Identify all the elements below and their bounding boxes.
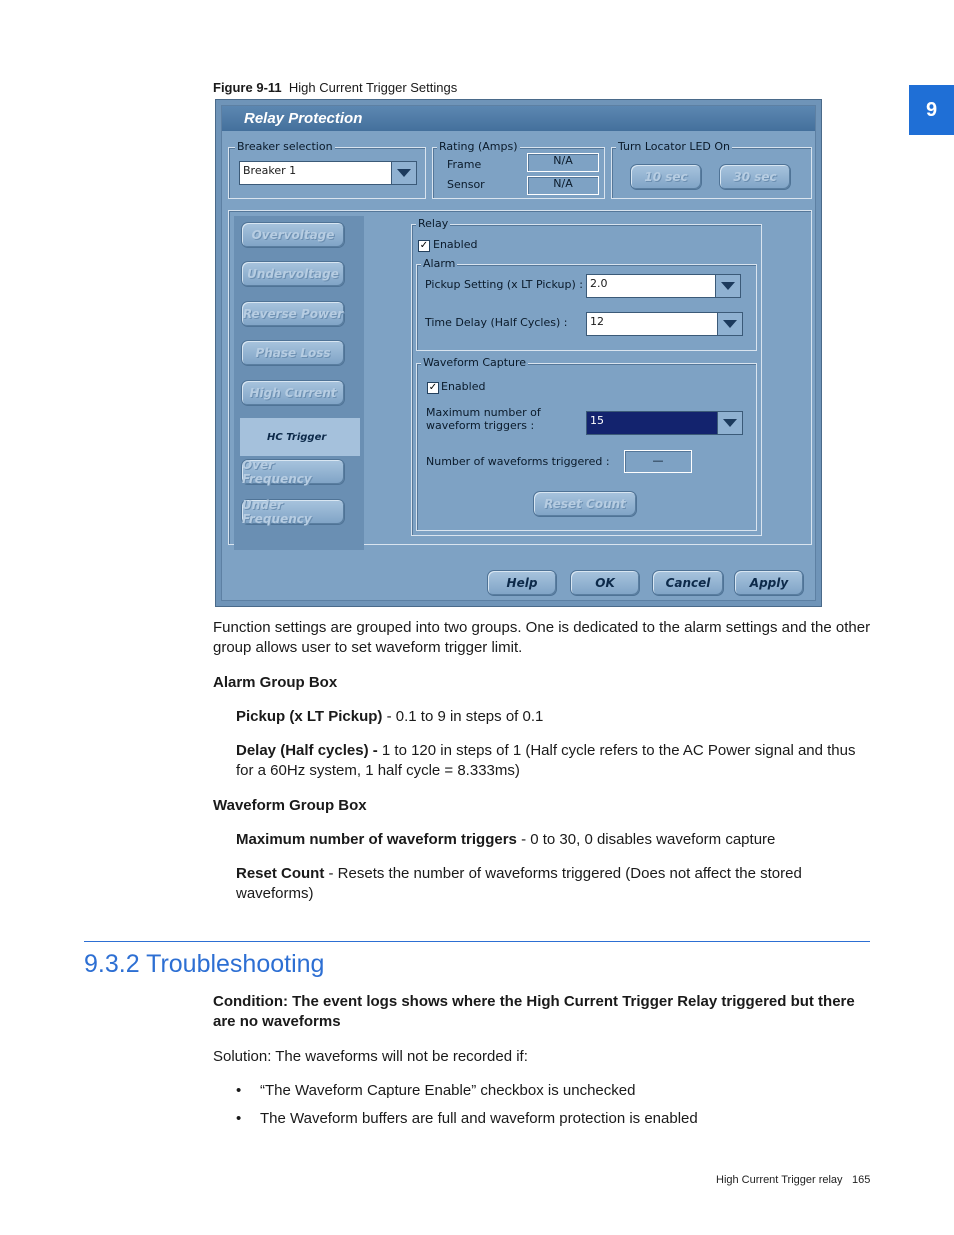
alarm-group (416, 257, 757, 351)
breaker-select[interactable] (239, 161, 417, 185)
reset-count-description (236, 864, 870, 904)
under-frequency-button[interactable]: Under Frequency (241, 499, 345, 525)
time-delay-select[interactable] (586, 312, 743, 336)
overvoltage-button[interactable]: Overvoltage (241, 222, 345, 248)
reverse-power-button[interactable]: Reverse Power (241, 301, 345, 327)
time-delay-value: 12 (590, 315, 604, 328)
hc-trigger-tab[interactable]: HC Trigger (240, 418, 360, 456)
apply-button[interactable]: Apply (734, 570, 804, 596)
section-title: 9.3.2 Troubleshooting (84, 950, 325, 978)
ok-button[interactable]: OK (570, 570, 640, 596)
figure-caption (213, 80, 457, 95)
delay-description (236, 741, 870, 781)
intro-paragraph: Function settings are grouped into two groups. One is dedicated to the alarm settings and the other group allows user to set waveform trigger limit. (213, 619, 871, 656)
footer-title: High Current Trigger relay (716, 1174, 843, 1186)
locator-led-group (611, 140, 812, 199)
chapter-tab: 9 (909, 85, 954, 135)
relay-enabled-checkbox[interactable]: ✓ (419, 240, 429, 251)
breaker-selection-label: Breaker selection (237, 140, 333, 153)
max-triggers-label-2: waveform triggers : (426, 419, 535, 432)
solution-text: Solution: The waveforms will not be recorded if: (213, 1048, 528, 1065)
delay-term: Delay (Half cycles) - (236, 742, 382, 759)
pickup-setting-select[interactable] (586, 274, 741, 298)
waveform-group-heading: Waveform Group Box (213, 797, 367, 814)
chevron-down-icon[interactable] (717, 412, 742, 434)
relay-group-label: Relay (418, 217, 449, 230)
waveform-enabled-checkbox[interactable]: ✓ (428, 382, 438, 393)
section-divider (84, 941, 870, 942)
cancel-button[interactable]: Cancel (652, 570, 724, 596)
reset-count-button[interactable]: Reset Count (533, 491, 637, 517)
relay-group (411, 217, 762, 536)
phase-loss-button[interactable]: Phase Loss (241, 340, 345, 366)
relay-enabled-label: Enabled (433, 238, 478, 251)
time-delay-label: Time Delay (Half Cycles) : (425, 316, 568, 329)
dialog-body (221, 105, 816, 601)
condition-text: Condition: The event logs shows where the High Current Trigger Relay triggered but there are no waveforms (213, 993, 855, 1030)
alarm-group-heading: Alarm Group Box (213, 674, 338, 691)
alarm-group-label: Alarm (423, 257, 456, 270)
waveforms-triggered-label: Number of waveforms triggered : (426, 455, 610, 468)
bullet-item: The Waveform buffers are full and waveform protection is enabled (260, 1110, 698, 1127)
max-triggers-description (236, 830, 870, 850)
max-triggers-select[interactable] (586, 411, 743, 435)
pickup-term: Pickup (x LT Pickup) (236, 708, 383, 725)
breaker-select-value: Breaker 1 (243, 164, 297, 177)
max-triggers-label-1: Maximum number of (426, 406, 541, 419)
reset-count-term: Reset Count (236, 865, 325, 882)
figure-title: High Current Trigger Settings (288, 80, 458, 95)
chevron-down-icon[interactable] (715, 275, 740, 297)
page-number: 165 (852, 1174, 871, 1186)
chevron-down-icon[interactable] (391, 162, 416, 184)
rating-group (432, 140, 605, 199)
rating-label: Rating (Amps) (439, 140, 518, 153)
sensor-value: N/A (527, 176, 599, 195)
chevron-down-icon[interactable] (717, 313, 742, 335)
bullet-marker: • (236, 1110, 242, 1127)
relay-protection-dialog (215, 99, 822, 607)
bullet-item: “The Waveform Capture Enable” checkbox is unchecked (260, 1082, 636, 1099)
waveforms-triggered-value: — (624, 450, 692, 473)
frame-label: Frame (447, 158, 482, 171)
help-button[interactable]: Help (487, 570, 557, 596)
waveform-capture-label: Waveform Capture (423, 356, 527, 369)
dialog-title: Relay Protection (222, 106, 815, 131)
delay-desc: 1 to 120 in steps of 1 (Half cycle refers to the AC Power signal and thus for a 60Hz system, 1 half cycle = 8.333ms) (236, 742, 856, 779)
figure-label: Figure 9-11 (213, 80, 282, 95)
undervoltage-button[interactable]: Undervoltage (241, 261, 345, 287)
sensor-label: Sensor (447, 178, 485, 191)
locator-30-sec-button[interactable]: 30 sec (719, 164, 791, 190)
pickup-description (236, 707, 870, 727)
reset-count-desc: - Resets the number of waveforms triggered (Does not affect the stored waveforms) (236, 865, 802, 902)
high-current-button[interactable]: High Current (241, 380, 345, 406)
pickup-setting-label: Pickup Setting (x LT Pickup) : (425, 278, 583, 291)
locator-10-sec-button[interactable]: 10 sec (630, 164, 702, 190)
max-triggers-value: 15 (590, 414, 604, 427)
waveform-enabled-label: Enabled (441, 380, 486, 393)
max-triggers-desc: - 0 to 30, 0 disables waveform capture (516, 831, 776, 848)
waveform-capture-group (416, 356, 757, 531)
pickup-setting-value: 2.0 (590, 277, 608, 290)
breaker-selection-group (228, 140, 426, 199)
frame-value: N/A (527, 153, 599, 172)
bullet-marker: • (236, 1082, 242, 1099)
over-frequency-button[interactable]: Over Frequency (241, 459, 345, 485)
locator-led-label: Turn Locator LED On (618, 140, 731, 153)
max-triggers-term: Maximum number of waveform triggers (236, 831, 517, 848)
pickup-desc: - 0.1 to 9 in steps of 0.1 (382, 708, 544, 725)
